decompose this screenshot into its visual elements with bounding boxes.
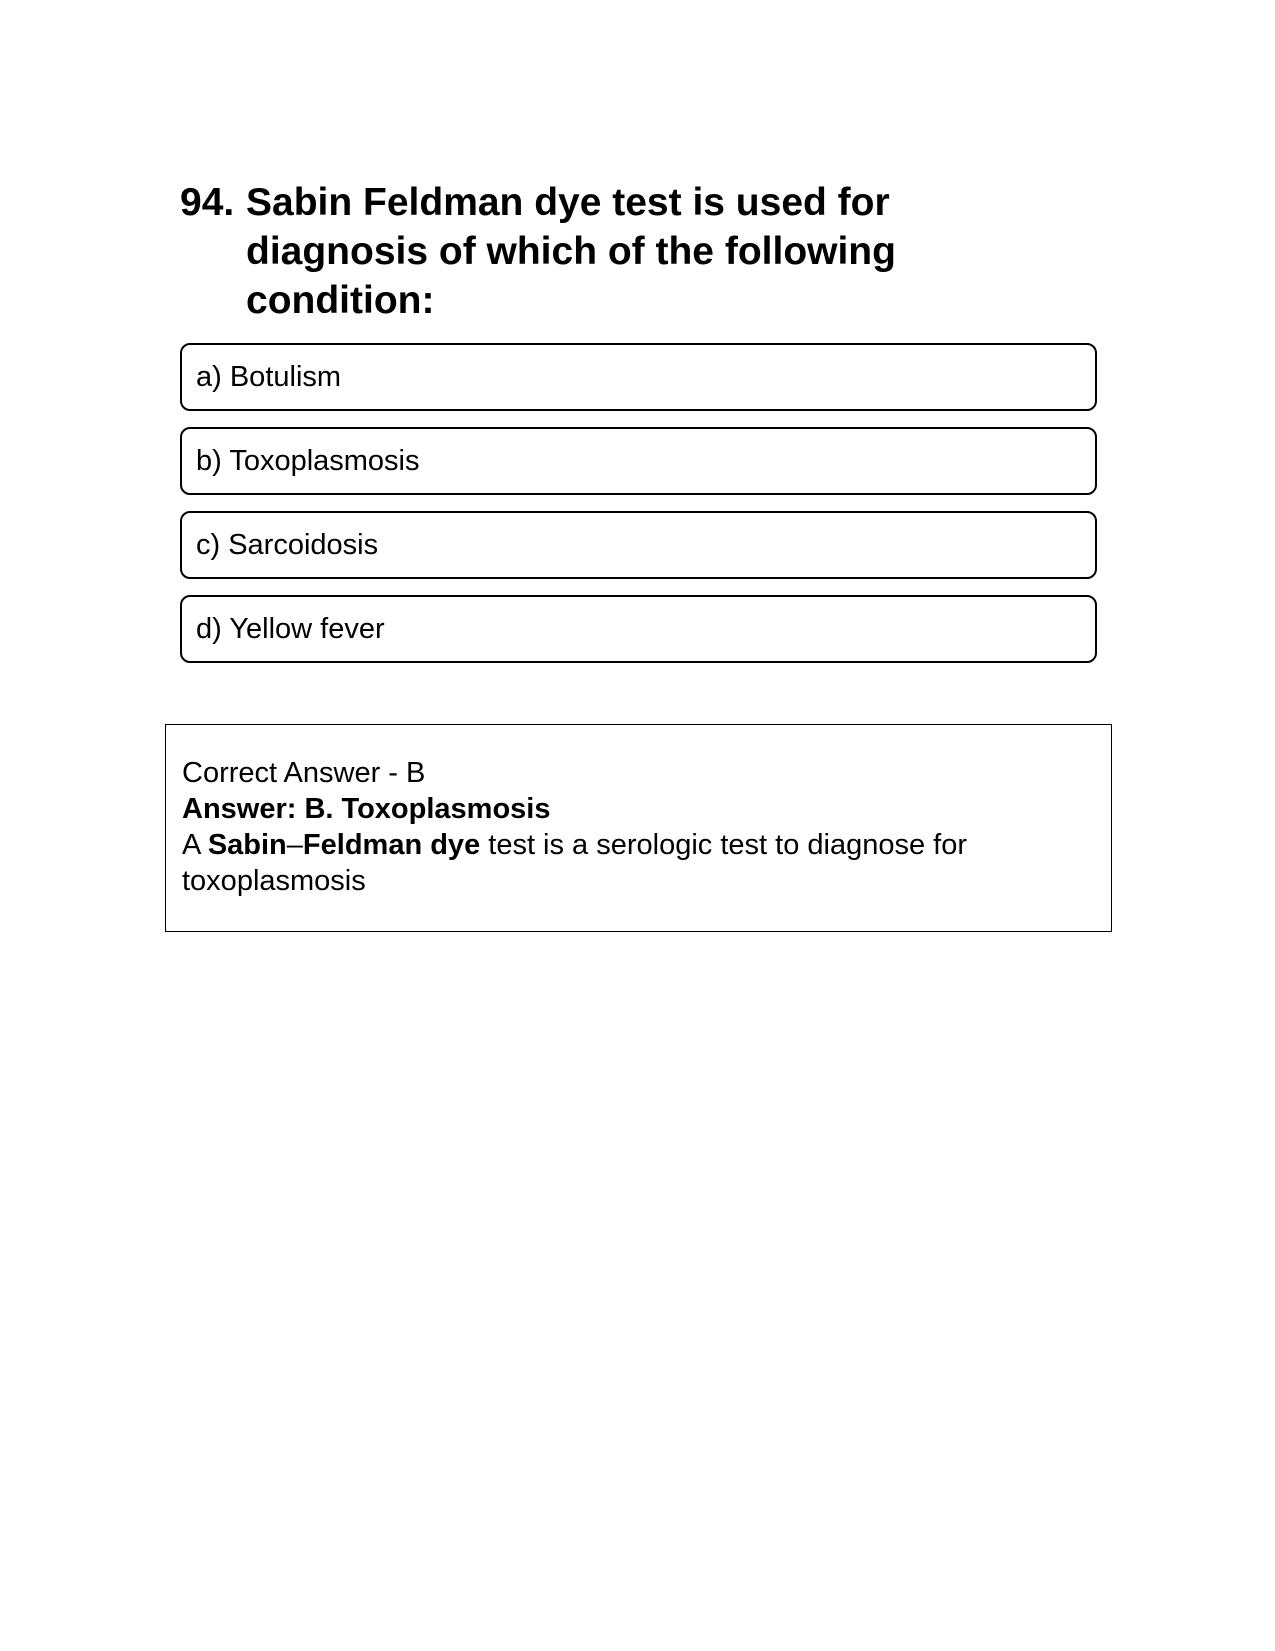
answer-heading: Answer: B. Toxoplasmosis: [182, 793, 551, 825]
option-c[interactable]: [180, 511, 1097, 579]
option-d-label: d) Yellow fever: [196, 612, 385, 645]
explanation-sabin: Sabin: [207, 829, 287, 861]
explanation-rest: test is a serologic test to diagnose for toxoplasmosis: [182, 829, 968, 897]
option-c-label: c) Sarcoidosis: [196, 528, 379, 561]
option-a-label: a) Botulism: [196, 360, 342, 393]
option-b[interactable]: [180, 427, 1097, 495]
question: [180, 178, 980, 325]
question-number: 94.: [180, 181, 235, 224]
question-text: Sabin Feldman dye test is used for diagnosis of which of the following condition:: [246, 181, 896, 322]
option-d[interactable]: [180, 595, 1097, 663]
explanation-dash: –: [286, 829, 303, 861]
option-b-label: b) Toxoplasmosis: [196, 444, 420, 477]
answer-explanation: [182, 827, 1095, 899]
options-list: [180, 343, 1097, 679]
answer-box: [165, 724, 1112, 932]
explanation-feldman-dye: Feldman dye: [302, 829, 481, 861]
explanation-part-1: A: [182, 829, 208, 861]
correct-answer-line: Correct Answer - B: [182, 757, 426, 789]
option-a[interactable]: [180, 343, 1097, 411]
